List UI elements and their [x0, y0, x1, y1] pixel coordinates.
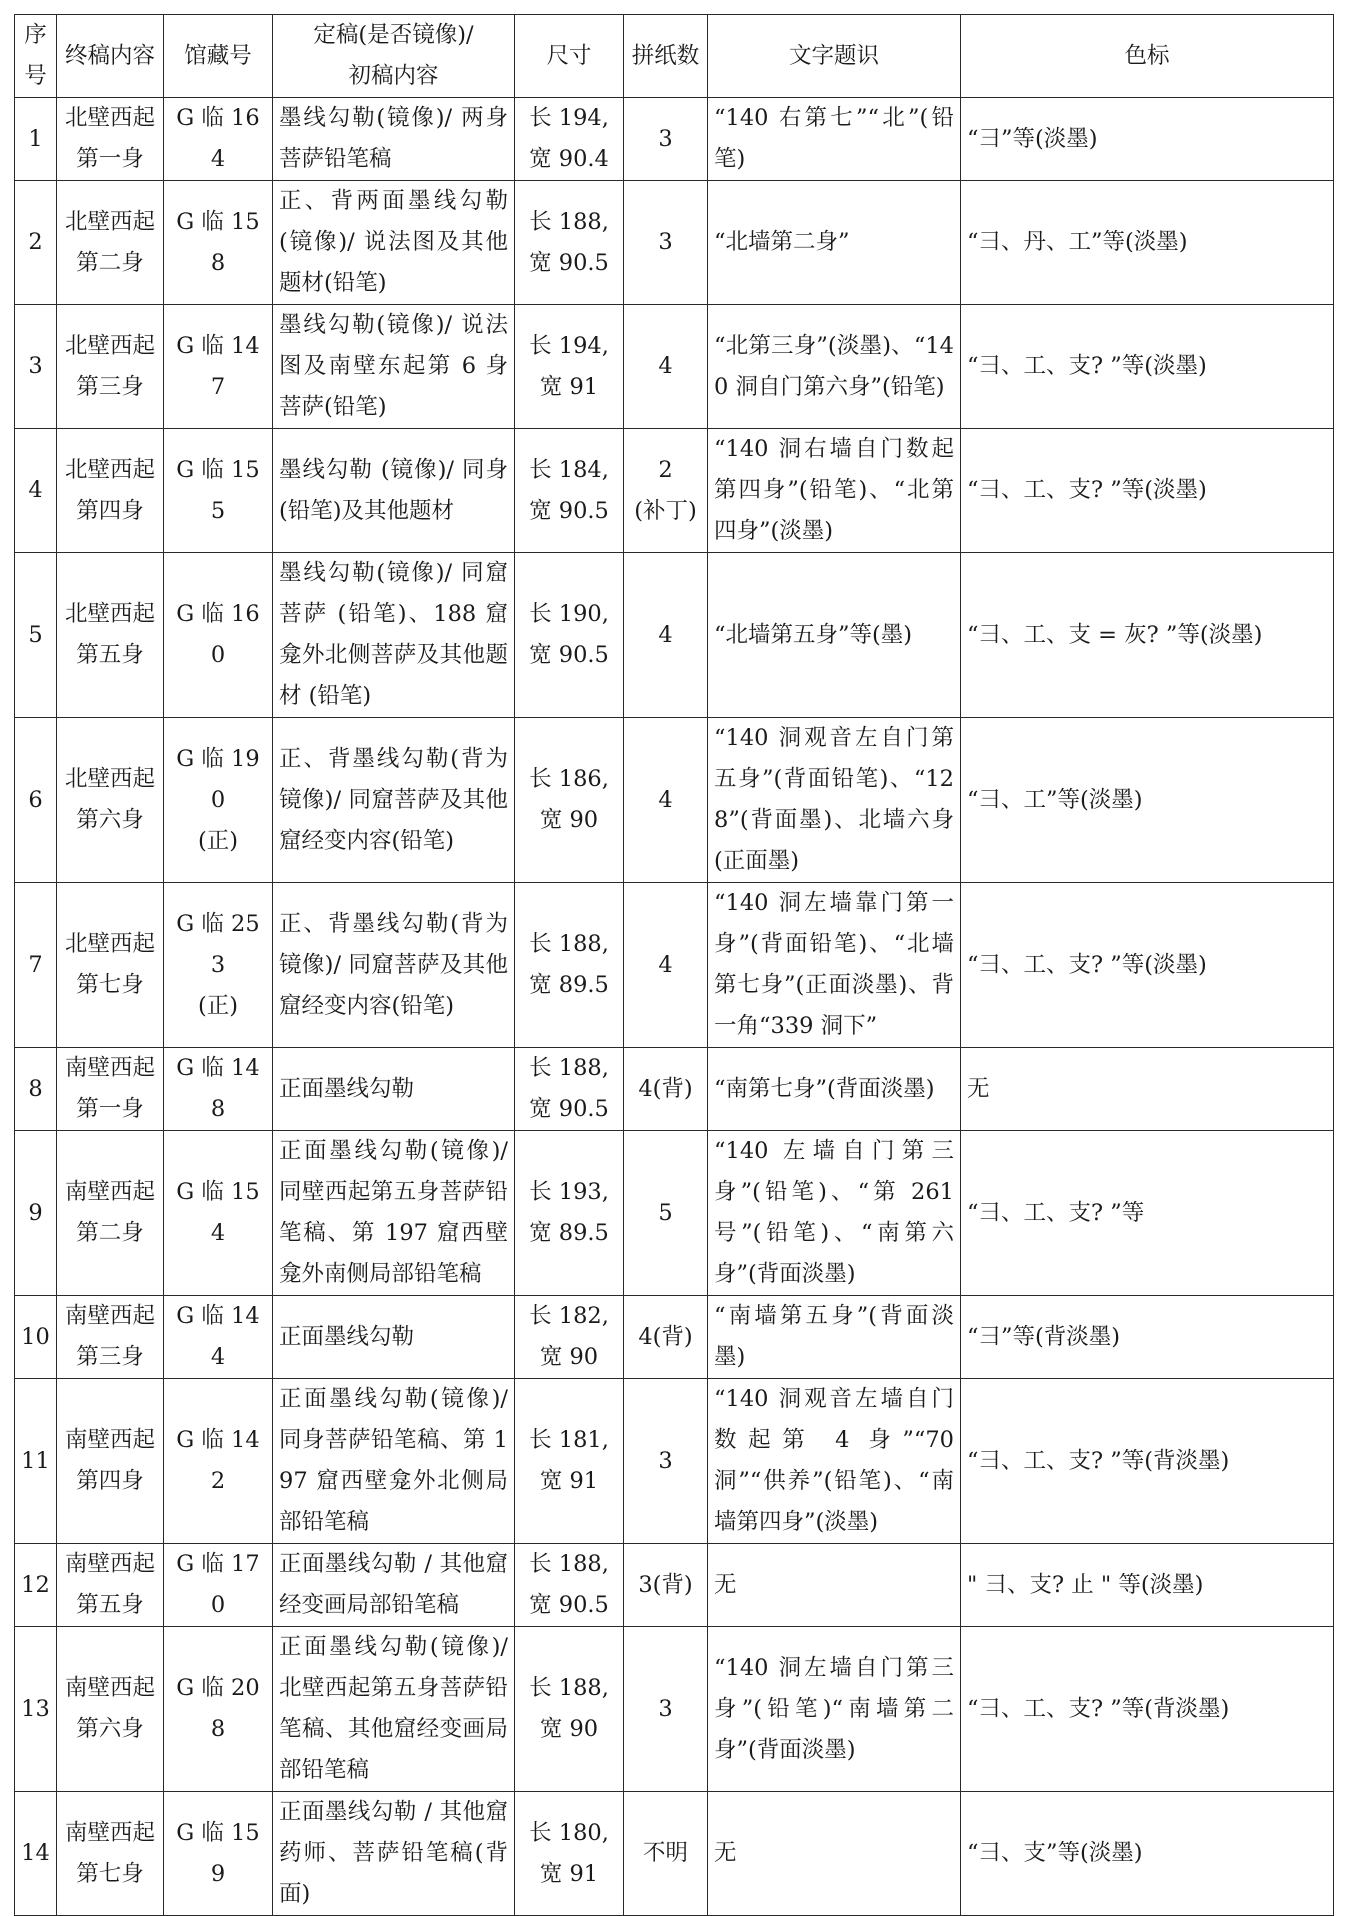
- table-body: [15, 98, 1334, 1916]
- cell-draft: 正面墨线勾勒(镜像)/ 同身菩萨铅笔稿、第 197 窟西壁龛外北侧局部铅笔稿: [273, 1379, 515, 1544]
- cell-inscription: “140 洞左墙靠门第一身”(背面铅笔)、“北墙第七身”(正面淡墨)、背一角“339 洞下”: [708, 883, 961, 1048]
- cell-no: 3: [15, 305, 57, 429]
- cell-color: “彐、丹、工”等(淡墨): [961, 181, 1334, 305]
- cell-color: “彐”等(背淡墨): [961, 1296, 1334, 1379]
- table-row: [15, 1379, 1334, 1544]
- table-row: [15, 1131, 1334, 1296]
- cell-catalog: G 临 164: [164, 98, 273, 181]
- cell-content: 南壁西起 第三身: [57, 1296, 164, 1379]
- cell-catalog: G 临 148: [164, 1048, 273, 1131]
- table-row: [15, 883, 1334, 1048]
- cell-size: 长 194, 宽 91: [515, 305, 624, 429]
- cell-inscription: “140 左墙自门第三身”(铅笔)、“第 261 号”(铅笔)、“南第六身”(背面淡墨): [708, 1131, 961, 1296]
- cell-draft: 墨线勾勒(镜像)/ 同窟菩萨 (铅笔)、188 窟龛外北侧菩萨及其他题材 (铅笔): [273, 553, 515, 718]
- cell-sheets: 4: [624, 553, 708, 718]
- table-row: [15, 98, 1334, 181]
- cell-inscription: 无: [708, 1544, 961, 1627]
- cell-draft: 正面墨线勾勒: [273, 1048, 515, 1131]
- cell-draft: 正面墨线勾勒 / 其他窟经变画局部铅笔稿: [273, 1544, 515, 1627]
- cell-no: 4: [15, 429, 57, 553]
- cell-no: 12: [15, 1544, 57, 1627]
- header-color: 色标: [961, 15, 1334, 98]
- cell-content: 北壁西起 第一身: [57, 98, 164, 181]
- cell-draft: 正、背两面墨线勾勒(镜像)/ 说法图及其他题材(铅笔): [273, 181, 515, 305]
- cell-content: 北壁西起 第二身: [57, 181, 164, 305]
- cell-inscription: “北第三身”(淡墨)、“140 洞自门第六身”(铅笔): [708, 305, 961, 429]
- cell-draft: 正面墨线勾勒(镜像)/ 北壁西起第五身菩萨铅笔稿、其他窟经变画局部铅笔稿: [273, 1627, 515, 1792]
- cell-catalog: G 临 154: [164, 1131, 273, 1296]
- cell-inscription: “140 洞观音左墙自门数起第 4 身”“70 洞”“供养”(铅笔)、“南墙第四身”(淡墨): [708, 1379, 961, 1544]
- cell-sheets: 4: [624, 718, 708, 883]
- cell-inscription: “140 洞右墙自门数起第四身”(铅笔)、“北第四身”(淡墨): [708, 429, 961, 553]
- cell-content: 北壁西起 第七身: [57, 883, 164, 1048]
- cell-no: 5: [15, 553, 57, 718]
- cell-size: 长 194, 宽 90.4: [515, 98, 624, 181]
- cell-size: 长 182, 宽 90: [515, 1296, 624, 1379]
- cell-no: 8: [15, 1048, 57, 1131]
- header-sheets: 拼纸数: [624, 15, 708, 98]
- cell-sheets: 3: [624, 1627, 708, 1792]
- header-inscription: 文字题识: [708, 15, 961, 98]
- header-size: 尺寸: [515, 15, 624, 98]
- cell-no: 2: [15, 181, 57, 305]
- table-row: [15, 1792, 1334, 1916]
- cell-draft: 正、背墨线勾勒(背为镜像)/ 同窟菩萨及其他窟经变内容(铅笔): [273, 718, 515, 883]
- cell-color: “彐、工、支 = 灰? ”等(淡墨): [961, 553, 1334, 718]
- cell-size: 长 188, 宽 90: [515, 1627, 624, 1792]
- cell-no: 14: [15, 1792, 57, 1916]
- cell-size: 长 180, 宽 91: [515, 1792, 624, 1916]
- cell-draft: 正、背墨线勾勒(背为镜像)/ 同窟菩萨及其他窟经变内容(铅笔): [273, 883, 515, 1048]
- cell-content: 北壁西起 第三身: [57, 305, 164, 429]
- cell-inscription: “北墙第二身”: [708, 181, 961, 305]
- cell-content: 南壁西起 第五身: [57, 1544, 164, 1627]
- cell-content: 北壁西起 第五身: [57, 553, 164, 718]
- header-catalog: 馆藏号: [164, 15, 273, 98]
- table-row: [15, 718, 1334, 883]
- catalog-table: [14, 14, 1334, 1916]
- cell-sheets: 3: [624, 98, 708, 181]
- cell-sheets: 4: [624, 305, 708, 429]
- cell-color: “彐、工、支? ”等(背淡墨): [961, 1379, 1334, 1544]
- cell-size: 长 188, 宽 90.5: [515, 181, 624, 305]
- cell-sheets: 3: [624, 181, 708, 305]
- header-no: 序 号: [15, 15, 57, 98]
- cell-size: 长 181, 宽 91: [515, 1379, 624, 1544]
- table-row: [15, 305, 1334, 429]
- header-draft: 定稿(是否镜像)/ 初稿内容: [273, 15, 515, 98]
- cell-draft: 正面墨线勾勒 / 其他窟药师、菩萨铅笔稿(背面): [273, 1792, 515, 1916]
- cell-catalog: G 临 170: [164, 1544, 273, 1627]
- cell-sheets: 不明: [624, 1792, 708, 1916]
- cell-size: 长 190, 宽 90.5: [515, 553, 624, 718]
- cell-catalog: G 临 159: [164, 1792, 273, 1916]
- cell-catalog: G 临 208: [164, 1627, 273, 1792]
- cell-no: 11: [15, 1379, 57, 1544]
- cell-catalog: G 临 155: [164, 429, 273, 553]
- cell-inscription: “北墙第五身”等(墨): [708, 553, 961, 718]
- cell-color: “彐、工”等(淡墨): [961, 718, 1334, 883]
- cell-color: 无: [961, 1048, 1334, 1131]
- cell-inscription: “140 洞左墙自门第三身”(铅笔)“南墙第二身”(背面淡墨): [708, 1627, 961, 1792]
- cell-size: 长 186, 宽 90: [515, 718, 624, 883]
- cell-color: “彐、工、支? ”等(背淡墨): [961, 1627, 1334, 1792]
- cell-size: 长 188, 宽 90.5: [515, 1048, 624, 1131]
- cell-content: 南壁西起 第七身: [57, 1792, 164, 1916]
- cell-no: 10: [15, 1296, 57, 1379]
- table-row: [15, 1544, 1334, 1627]
- table-row: [15, 553, 1334, 718]
- cell-catalog: G 临 142: [164, 1379, 273, 1544]
- cell-catalog: G 临 158: [164, 181, 273, 305]
- cell-size: 长 188, 宽 90.5: [515, 1544, 624, 1627]
- cell-sheets: 4(背): [624, 1296, 708, 1379]
- cell-draft: 正面墨线勾勒: [273, 1296, 515, 1379]
- table-row: [15, 1627, 1334, 1792]
- cell-inscription: “140 洞观音左自门第五身”(背面铅笔)、“128”(背面墨)、北墙六身(正面墨): [708, 718, 961, 883]
- cell-content: 南壁西起 第四身: [57, 1379, 164, 1544]
- cell-sheets: 3: [624, 1379, 708, 1544]
- cell-inscription: “140 右第七”“北”(铅笔): [708, 98, 961, 181]
- cell-draft: 正面墨线勾勒(镜像)/ 同壁西起第五身菩萨铅笔稿、第 197 窟西壁龛外南侧局部铅笔稿: [273, 1131, 515, 1296]
- cell-catalog: G 临 144: [164, 1296, 273, 1379]
- cell-color: “彐、工、支? ”等: [961, 1131, 1334, 1296]
- cell-color: “彐、工、支? ”等(淡墨): [961, 883, 1334, 1048]
- cell-no: 9: [15, 1131, 57, 1296]
- table-row: [15, 1048, 1334, 1131]
- cell-size: 长 193, 宽 89.5: [515, 1131, 624, 1296]
- cell-sheets: 5: [624, 1131, 708, 1296]
- cell-no: 6: [15, 718, 57, 883]
- header-row: [15, 15, 1334, 98]
- cell-color: " 彐、支? 止 " 等(淡墨): [961, 1544, 1334, 1627]
- cell-catalog: G 临 253 (正): [164, 883, 273, 1048]
- cell-catalog: G 临 147: [164, 305, 273, 429]
- cell-content: 北壁西起 第四身: [57, 429, 164, 553]
- cell-draft: 墨线勾勒(镜像)/ 说法图及南壁东起第 6 身菩萨(铅笔): [273, 305, 515, 429]
- cell-no: 13: [15, 1627, 57, 1792]
- cell-inscription: “南第七身”(背面淡墨): [708, 1048, 961, 1131]
- cell-size: 长 184, 宽 90.5: [515, 429, 624, 553]
- cell-inscription: “南墙第五身”(背面淡墨): [708, 1296, 961, 1379]
- header-content: 终稿内容: [57, 15, 164, 98]
- cell-content: 北壁西起 第六身: [57, 718, 164, 883]
- table-row: [15, 429, 1334, 553]
- cell-draft: 墨线勾勒 (镜像)/ 同身(铅笔)及其他题材: [273, 429, 515, 553]
- table-row: [15, 1296, 1334, 1379]
- cell-sheets: 4(背): [624, 1048, 708, 1131]
- cell-sheets: 4: [624, 883, 708, 1048]
- cell-no: 1: [15, 98, 57, 181]
- cell-color: “彐、工、支? ”等(淡墨): [961, 305, 1334, 429]
- cell-catalog: G 临 190 (正): [164, 718, 273, 883]
- cell-inscription: 无: [708, 1792, 961, 1916]
- cell-no: 7: [15, 883, 57, 1048]
- cell-color: “彐、支”等(淡墨): [961, 1792, 1334, 1916]
- cell-content: 南壁西起 第六身: [57, 1627, 164, 1792]
- cell-draft: 墨线勾勒(镜像)/ 两身菩萨铅笔稿: [273, 98, 515, 181]
- cell-content: 南壁西起 第二身: [57, 1131, 164, 1296]
- cell-sheets: 3(背): [624, 1544, 708, 1627]
- cell-content: 南壁西起 第一身: [57, 1048, 164, 1131]
- cell-color: “彐、工、支? ”等(淡墨): [961, 429, 1334, 553]
- table-row: [15, 181, 1334, 305]
- cell-catalog: G 临 160: [164, 553, 273, 718]
- cell-sheets: 2 (补丁): [624, 429, 708, 553]
- cell-size: 长 188, 宽 89.5: [515, 883, 624, 1048]
- cell-color: “彐”等(淡墨): [961, 98, 1334, 181]
